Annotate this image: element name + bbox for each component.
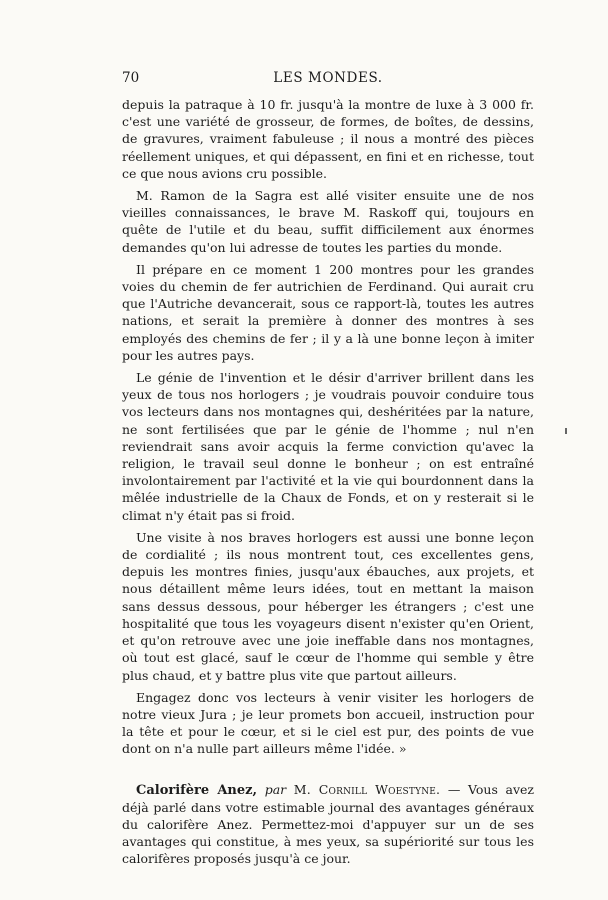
paragraph: Engagez donc vos lecteurs à venir visiter les horlogers de notre vieux Jura ; je leur promets bon accueil, instruction pour la tête et pour le cœur, et si le ciel est pur, des points de vue dont on n'a nulle part ailleurs même l'idée. » (122, 689, 534, 757)
entry-author-prefix: par (264, 781, 287, 797)
paragraph: M. Ramon de la Sagra est allé visiter ensuite une de nos vieilles connaissances, le brave M. Raskoff qui, toujours en quête de l'utile et du beau, suffit difficilement aux énormes demandes qu'on lui adresse de toutes les parties du monde. (122, 188, 534, 255)
page-content (122, 70, 534, 873)
entry-author-name: M. Cornill Woestyne. (293, 781, 441, 797)
page-header (122, 70, 534, 96)
section-break (122, 763, 534, 781)
paragraph: Il prépare en ce moment 1 200 montres pour les grandes voies du chemin de fer autrichien de Ferdinand. Qui aurait cru que l'Autriche devancerait, sous ce rapport-là, toutes les autres nations, et serait la première à donner des montres à ses employés des chemins de fer ; il y a là une bonne leçon à imiter pour les autres pays. (122, 261, 534, 363)
paragraph: Le génie de l'invention et le désir d'arriver brillent dans les yeux de tous nos horlogers ; je voudrais pouvoir conduire tous vos lecteurs dans nos montagnes qui, deshéritées par la nature, ne sont fertilisées que par le génie de l'homme ; nul n'en reviendrait sans avoir acquis la ferme conviction qu'avec la religion, le travail seul donne le bonheur ; on est entraîné involontairement par l'activité et la vie qui bourdonnent dans la mêlée industrielle de la Chaux de Fonds, et on y resterait si le climat n'y était pas si froid. (122, 370, 534, 523)
entry-paragraph (122, 781, 534, 868)
running-title: LES MONDES. (273, 70, 383, 86)
article-body (122, 96, 534, 868)
margin-mark (565, 428, 567, 434)
page-number: 70 (122, 70, 140, 86)
entry-heading: Calorifère Anez, (136, 782, 258, 798)
entry-text: — Vous avez déjà parlé dans votre estimable journal des avantages généraux du calorifère Anez. Permettez-moi d'appuyer sur un de ses avantages qui constitue, à mes yeux, sa supériorité sur tous les calorifères proposés jusqu'à ce jour. (122, 781, 535, 867)
paragraph: Une visite à nos braves horlogers est aussi une bonne leçon de cordialité ; ils nous montrent tout, ces excellentes gens, depuis les montres finies, jusqu'aux ébauches, aux projets, et nous détaillent même leurs idées, tout en mettant la maison sans dessus dessous, pour héberger les étrangers ; c'est une hospitalité que tous les voyageurs disent n'exister qu'en Orient, et qu'on retrouve avec une joie ineffable dans nos montagnes, où tout est glacé, sauf le cœur de l'homme qui semble y être plus chaud, et y battre plus vite que partout ailleurs. (122, 529, 534, 683)
paragraph: depuis la patraque à 10 fr. jusqu'à la montre de luxe à 3 000 fr. c'est une variété de grosseur, de formes, de boîtes, de dessins, de gravures, vraiment fabuleuse ; il nous a montré des pièces réellement uniques, et qui dépassent, en fini et en richesse, tout ce que nous avions cru possible. (122, 97, 534, 181)
